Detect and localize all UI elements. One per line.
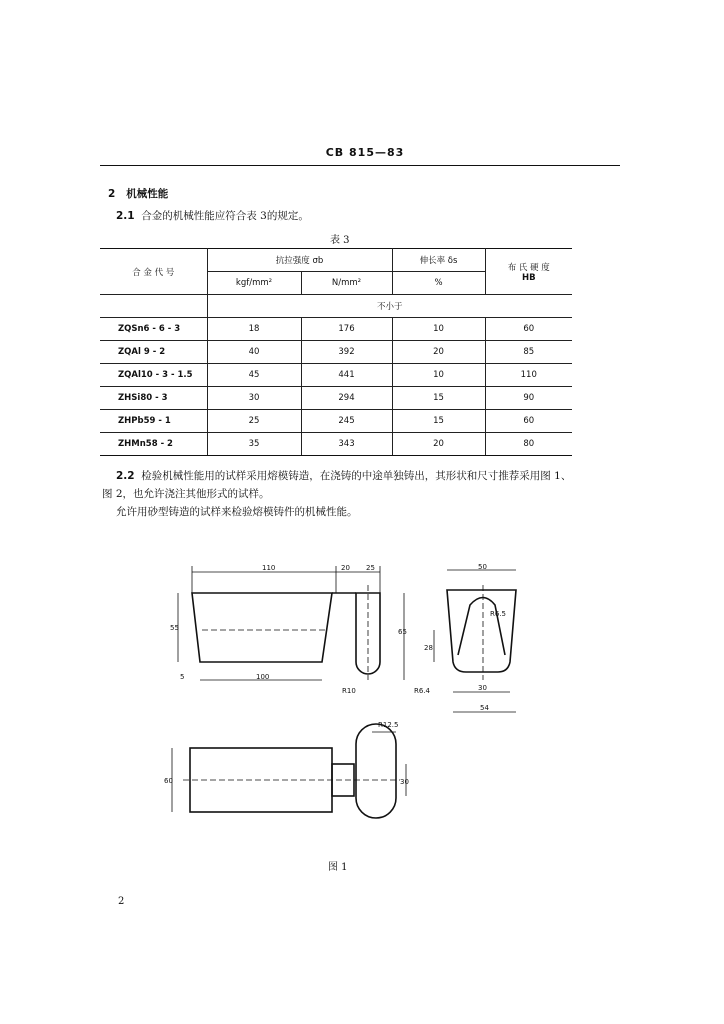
dim-25: 25 [366, 564, 375, 572]
figure-caption: 图 1 [328, 862, 348, 873]
dim-r6-4: R6.4 [414, 687, 430, 695]
dim-5: 5 [180, 673, 185, 681]
table-cell-elong: 10 [392, 364, 485, 387]
table-cell-n: 294 [301, 387, 392, 410]
table-cell-hb: 60 [485, 410, 572, 433]
table-cell-kgf: 40 [207, 341, 301, 364]
dim-100: 100 [256, 673, 270, 681]
section-heading [108, 186, 168, 202]
table-3 [100, 248, 572, 456]
unit-n: N/mm² [301, 272, 392, 295]
table-cell-elong: 20 [392, 433, 485, 456]
dim-r12-5: R12.5 [378, 721, 399, 729]
figure-1-drawing [0, 540, 724, 840]
table-cell-elong: 10 [392, 318, 485, 341]
table-cell-hb: 110 [485, 364, 572, 387]
dim-65: 65 [398, 628, 407, 636]
table-cell-elong: 15 [392, 387, 485, 410]
table-cell-kgf: 45 [207, 364, 301, 387]
table-cell-kgf: 30 [207, 387, 301, 410]
table-cell-alloy: ZHPb59 - 1 [100, 410, 207, 433]
header-alloy: 合 金 代 号 [100, 249, 207, 295]
clause-2-2-line2: 图 2，也允许浇注其他形式的试样。 [102, 488, 270, 500]
dim-60: 60 [164, 777, 173, 785]
header-tensile: 抗拉强度 σb [207, 249, 392, 272]
table-caption: 表 3 [330, 235, 350, 246]
clause-2-1-number: 2.1 [116, 210, 135, 222]
table-cell-n: 441 [301, 364, 392, 387]
table-cell-hb: 90 [485, 387, 572, 410]
clause-2-2-text1: 检验机械性能用的试样采用熔模铸造，在浇铸的中途单独铸出，其形状和尺寸推荐采用图 1、 [141, 470, 572, 482]
not-less-than: 不小于 [207, 295, 572, 318]
header-hardness [485, 249, 572, 295]
dim-28: 28 [424, 644, 433, 652]
header-elongation: 伸长率 δs [392, 249, 485, 272]
page-number: 2 [118, 896, 125, 907]
dim-r10: R10 [342, 687, 356, 695]
clause-2-1 [116, 208, 309, 224]
table-cell-kgf: 25 [207, 410, 301, 433]
table-cell-elong: 15 [392, 410, 485, 433]
header-hardness-line2: HB [521, 272, 536, 283]
clause-2-2-number: 2.2 [116, 470, 135, 482]
table-cell-n: 245 [301, 410, 392, 433]
table-cell-alloy: ZHSi80 - 3 [100, 387, 207, 410]
table-cell-kgf: 18 [207, 318, 301, 341]
unit-kgf: kgf/mm² [207, 272, 301, 295]
table-cell-elong: 20 [392, 341, 485, 364]
header-rule [100, 165, 620, 166]
unit-pct: % [392, 272, 485, 295]
clause-2-2-line1 [116, 468, 571, 484]
table-cell-alloy: ZHMn58 - 2 [100, 433, 207, 456]
dim-50-top: 50 [478, 563, 487, 571]
table-cell-alloy: ZQAl 9 - 2 [100, 341, 207, 364]
dim-55: 55 [170, 624, 179, 632]
front-view-body [192, 593, 332, 662]
clause-2-1-text: 合金的机械性能应符合表 3的规定。 [141, 210, 309, 222]
dim-54: 54 [480, 704, 489, 712]
side-view-inner [458, 598, 505, 656]
dim-110: 110 [262, 564, 276, 572]
table-cell-alloy: ZQSn6 - 6 - 3 [100, 318, 207, 341]
dim-30b: 30 [400, 778, 409, 786]
table-cell-alloy: ZQAl10 - 3 - 1.5 [100, 364, 207, 387]
section-number: 2 [108, 188, 116, 200]
top-view-riser [356, 724, 396, 818]
section-title: 机械性能 [126, 188, 169, 200]
clause-2-2-line3: 允许用砂型铸造的试样来检验熔模铸件的机械性能。 [116, 506, 358, 518]
dim-30: 30 [478, 684, 487, 692]
document-code: CB 815—83 [325, 146, 405, 159]
header-hardness-line1: 布 氏 硬 度 [507, 262, 550, 273]
empty-cell [100, 295, 207, 318]
table-cell-kgf: 35 [207, 433, 301, 456]
table-cell-hb: 85 [485, 341, 572, 364]
table-cell-n: 343 [301, 433, 392, 456]
dim-20: 20 [341, 564, 350, 572]
side-view-body [447, 590, 516, 672]
table-cell-n: 392 [301, 341, 392, 364]
table-cell-hb: 60 [485, 318, 572, 341]
table-cell-hb: 80 [485, 433, 572, 456]
table-cell-n: 176 [301, 318, 392, 341]
dim-r6-5: R6.5 [490, 610, 506, 618]
